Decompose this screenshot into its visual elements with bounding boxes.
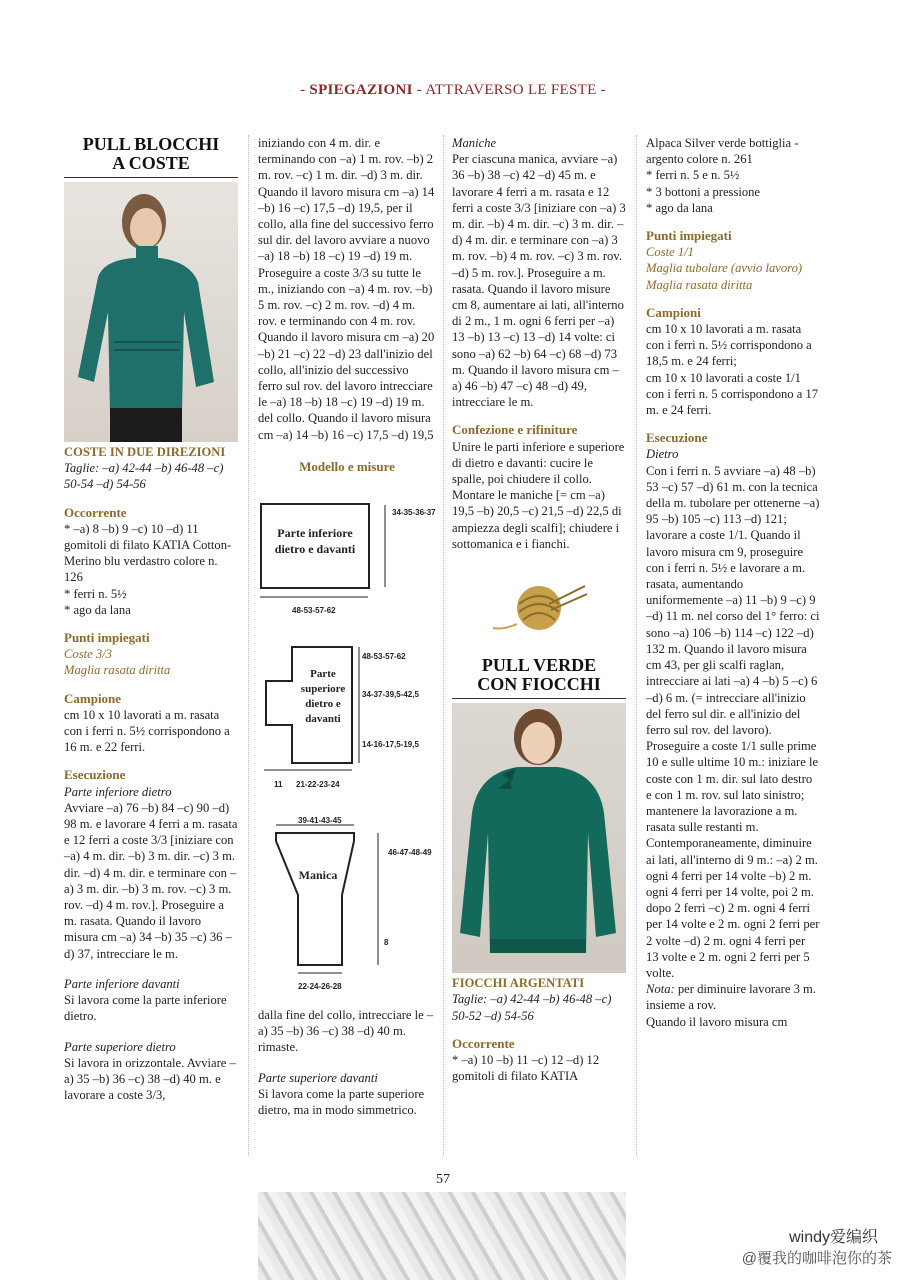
pattern-title-2: PULL VERDE CON FIOCCHI	[452, 656, 626, 699]
column-1: PULL BLOCCHI A COSTE COSTE IN DUE DIREZIONI Taglie: –a) 42-44 –b) 46-48 –c) 50-54 –d) 54-56 Occorrente * –a) 8 –b) 9 –c) 10 –d) 11 gomitoli di filato KATIA Cotton-Merino blu verdastro colore n. 126 * ferri n. 5½ * ago da lana Punti impiegati Coste 3/3 Maglia rasata diritta Campione cm 10 x 10 lavorati a m. rasata con i ferri n. 5½ corrispondono a 16 m. e 22 ferri. Esecuzione Parte inferiore dietro Avviare –a) 76 –b) 84 –c) 90 –d) 98 m. e lavorare 4 ferri a m. rasata e 12 ferri a coste 3/3 [iniziare con –a) 4 m. dir. –b) 3 m. dir. –c) 3 m. dir. –d) 4 m. dir. e terminare con –a) 3 m. dir. –b) 3 m. rov. –c) 3 m. rov. –d) 4 m. rov.]. Proseguire a m. rasata. Quando il lavoro misura cm –a) 34 –b) 35 –c) 36 –d) 37, intrecciare le m. Parte inferiore davanti Si lavora come la parte inferiore dietro. Parte superiore dietro Si lavora in orizzontale. Avviare –a) 35 –b) 36 –c) 38 –d) 40 m. e lavorare a coste 3/3,	[64, 134, 238, 1103]
schematic-diagram: Parte inferiore dietro e davanti 34-35-36-37 48-53-57-62 Parte superiore dietro e davanti 48-53-57-62 34-37-39,5-42,5 14-16-17,5-19,5 11 21-22-23-24 Manica 39-41-43-45 46-47-48-49 8 22-24-26-28	[258, 475, 436, 1035]
knit-swatch-image	[258, 1192, 626, 1280]
page-number: 57	[436, 1172, 450, 1187]
column-4: Alpaca Silver verde bottiglia - argento colore n. 261 * ferri n. 5 e n. 5½ * 3 bottoni a pressione * ago da lana Punti impiegati Coste 1/1 Maglia tubolare (avvio lavoro) Maglia rasata diritta Campioni cm 10 x 10 lavorati a m. rasata con i ferri n. 5½ corrispondono a 18,5 m. e 24 ferri; cm 10 x 10 lavorati a coste 1/1 con i ferri n. 5 corrispondono a 17 m. e 24 ferri. Esecuzione Dietro Con i ferri n. 5 avviare –a) 48 –b) 53 –c) 57 –d) 61 m. con la tecnica della m. tubolare per ottenerne –a) 95 –b) 105 –c) 113 –d) 121; lavorare a coste 1/1. Quando il lavoro misura cm 9, proseguire con i ferri n. 5½ e lavorare a m. rasata, aumentando uniformemente –a) 11 –b) 9 –c) 9 –d) 11 m. nel corso del 1° ferro: ci sono –a) 106 –b) 114 –c) 122 –d) 132 m. Quando il lavoro misura cm 43, per gli scalfi raglan, intrecciare ai lati –a) 4 –b) 5 –c) 6 –d) 6 m. (= intrecciare all'inizio del ferro sul dir. e all'inizio del ferro sul rov. del lavoro). Proseguire a coste 1/1 sulle prime 10 e sulle ultime 10 m.: iniziare le coste con 1 m. dir. sul lato destro e con 1 m. rov. sul lato sinistro; mantenere la lavorazione a m. rasata sulle restanti m. Contemporaneamente, diminuire ai lati, all'interno di 9 m.: –a) 2 m. ogni 4 ferri per 14 volte –b) 2 m. ogni 4 ferri per 14 volte, poi 2 m. dopo 2 ferri –c) 2 m. ogni 4 ferri per 14 volte e 2 m. ogni 2 ferri per 2 volte –d) 2 m. ogni 4 ferri per 13 volte e 2 m. ogni 2 ferri per 5 volte. Nota: per diminuire lavorare 3 m. insieme a rov. Quando il lavoro misura cm	[646, 136, 820, 1029]
column-divider	[443, 135, 444, 1155]
diagram-title: Modello e misure	[299, 458, 395, 474]
model-photo-2	[452, 703, 626, 973]
column-3: Maniche Per ciascuna manica, avviare –a) 36 –b) 38 –c) 42 –d) 45 m. e lavorare 4 ferri a m. rasata e 12 ferri a coste 3/3 [iniziare con –a) 3 m. dir. –b) 4 m. dir. –c) 3 m. dir. –d) 4 m. dir. e terminare con –a) 3 m. rov. –b) 4 m. rov. –c) 3 m. rov. –d) 5 m. rov.]. Proseguire a m. rasata. Quando il lavoro misure cm 8, aumentare ai lati, all'interno di 2 m., 1 m. ogni 6 ferri per –a) 13 –b) 13 –c) 13 –d) 14 volte: ci sono –a) 62 –b) 64 –c) 68 –d) 73 m. Quando il lavoro misura cm –a) 46 –b) 47 –c) 48 –d) 49, intrecciare le m. Confezione e rifiniture Unire le parti inferiore e superiore di dietro e davanti: cucire le spalle, poi chiudere il collo. Montare le maniche [= cm –a) 19,5 –b) 20,5 –c) 21,5 –d) 22,5 di ampiezza degli scalfi]; chiudere i sottomanica e i fianchi. PULL VERDE CON FIOCCHI FIOCCHI ARGENTATI Taglie: –a) 42-44 –b) 46-48 –c) 50-52 –d) 54-56 Occorrente * –a) 10 –b) 11 –c) 12 –d) 12 gomitoli di filato KATIA	[452, 136, 626, 1084]
column-2: iniziando con 4 m. dir. e terminando con –a) 1 m. rov. –b) 2 m. rov. –c) 1 m. dir. –d) 3 m. dir. Quando il lavoro misura cm –a) 14 –b) 16 –c) 17,5 –d) 19,5, per il collo, alla fine del successivo ferro sul dir. del lavoro avviare a nuovo –a) 18 –b) 18 –c) 19 –d) 19 m. Proseguire a coste 3/3 su tutte le m., iniziando con –a) 4 m. rov. –b) 5 m. rov. –c) 2 m. rov. –d) 4 m. rov. e terminando con 4 m. rov. Quando il lavoro misura cm –a) 20 –b) 21 –c) 22 –d) 23 dall'inizio del collo, all'inizio del successivo ferro sul rov. del lavoro intrecciare le –a) 18 –b) 18 –c) 19 –d) 19 m. del collo. Quando il lavoro misura cm –a) 14 –b) 16 –c) 17,5 –d) 19,5 Modello e misure Parte inferiore dietro e davanti 34-35-36-37 48-53-57-62 Parte superiore dietro e davanti 48-53-57-62 34-37-39,5-42,5 14-16-17,5-19,5 11 21-22-23-24 Manica 39-41-43-45 46-47-48-49 8 22-24-26-28 dalla fine del collo, intrecciare le –a) 35 –b) 36 –c) 38 –d) 40 m. rimaste. Parte superiore davanti Si lavora come la parte superiore dietro, ma in modo simmetrico.	[258, 136, 436, 1118]
column-divider	[248, 135, 249, 1155]
pattern-title: PULL BLOCCHI A COSTE	[64, 135, 238, 178]
page-header: - SPIEGAZIONI - ATTRAVERSO LE FESTE -	[300, 82, 606, 98]
watermark: windy爱编织	[789, 1229, 878, 1246]
column-divider	[636, 135, 637, 1155]
model-photo-1	[64, 182, 238, 442]
watermark-handle: @覆我的咖啡泡你的茶	[741, 1250, 892, 1267]
yarn-ball-icon	[452, 574, 626, 642]
header-section: SPIEGAZIONI	[309, 82, 413, 98]
